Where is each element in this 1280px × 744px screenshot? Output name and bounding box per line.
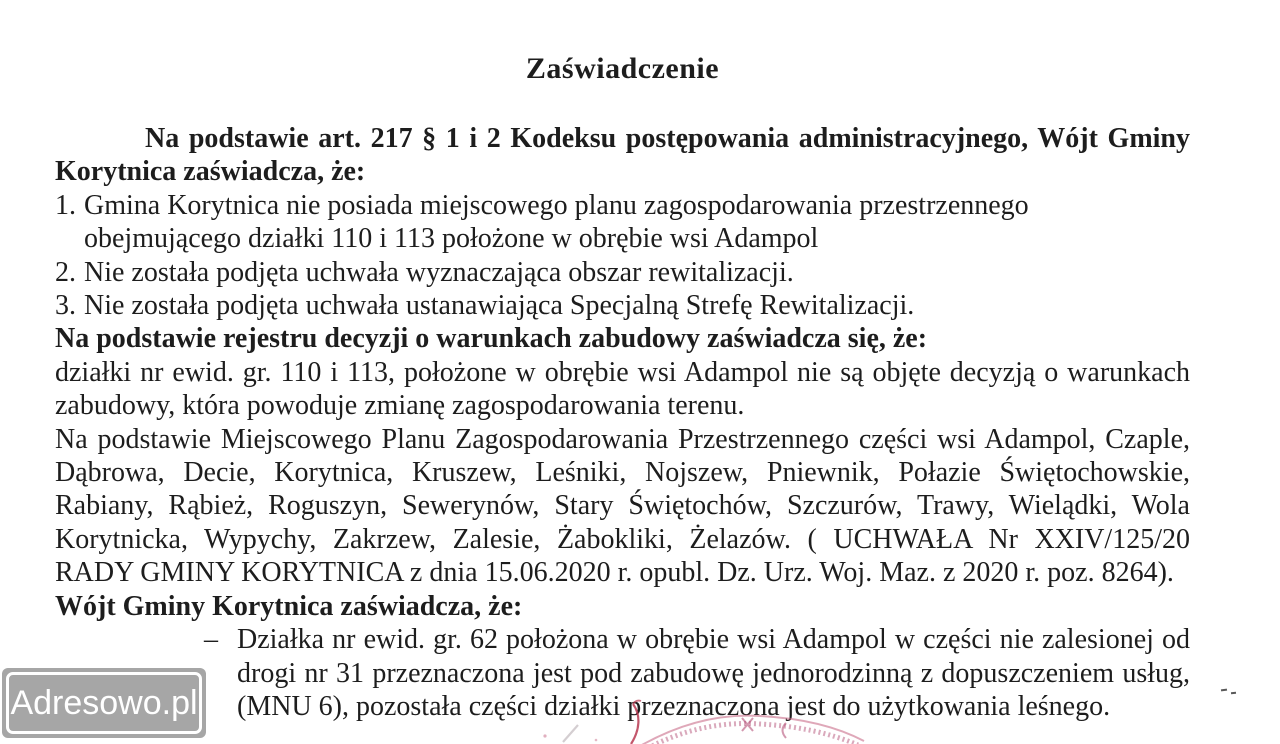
item-text: Nie została podjęta uchwała wyznaczająca obszar rewitalizacji. — [84, 256, 794, 288]
adresowo-watermark — [2, 668, 206, 738]
item-number: 1. — [55, 189, 76, 221]
item-text: Gmina Korytnica nie posiada miejscowego planu zagospodarowania przestrzennego obejmującego działki 110 i 113 położone w obrębie wsi Adampol — [84, 189, 1029, 255]
registry-body-paragraph: działki nr ewid. gr. 110 i 113, położone w obrębie wsi Adampol nie są objęte decyzją o warunkach zabudowy, która powoduje zmianę zagospodarowania terenu. — [55, 356, 1190, 422]
adresowo-watermark-label: Adresowo.pl — [6, 672, 202, 734]
numbered-item-3 — [55, 289, 1190, 322]
round-stamp-fragment-icon — [430, 698, 870, 744]
numbered-item-1 — [55, 189, 1190, 256]
wojt-heading: Wójt Gminy Korytnica zaświadcza, że: — [55, 590, 523, 622]
item-text: Nie została podjęta uchwała ustanawiająca Specjalną Strefę Rewitalizacji. — [84, 290, 915, 322]
numbered-item-2 — [55, 256, 1190, 289]
intro-paragraph: Na podstawie art. 217 § 1 i 2 Kodeksu postępowania administracyjnego, Wójt Gminy Korytnica zaświadcza, że: — [55, 123, 1190, 188]
dash-marker: – — [204, 624, 218, 656]
document-title: Zaświadczenie — [525, 52, 720, 85]
registry-heading: Na podstawie rejestru decyzji o warunkach zabudowy zaświadcza się, że: — [55, 323, 928, 355]
item-number: 3. — [55, 290, 76, 322]
plan-paragraph: Na podstawie Miejscowego Planu Zagospodarowania Przestrzennego części wsi Adampol, Czaple, Dąbrowa, Decie, Korytnica, Kruszew, Leśniki, Nojszew, Pniewnik, Połazie Świętochowskie, Rabiany, Rąbież, Roguszyn, Sewerynów, Stary Świętochów, Szczurów, Trawy, Wielądki, Wola Korytnicka, Wypychy, Zakrzew, Zalesie, Żabokliki, Żelazów. ( UCHWAŁA Nr XXIV/125/20 RADY GMINY KORYTNICA z dnia 15.06.2020 r. opubl. Dz. Urz. Woj. Maz. z 2020 r. poz. 8264). — [55, 423, 1190, 589]
item-number: 2. — [55, 256, 76, 288]
scan-artifact — [1231, 692, 1236, 694]
dash-item-text: Działka nr ewid. gr. 62 położona w obrębie wsi Adampol w części nie zalesionej od drogi nr 31 przeznaczona jest pod zabudowę jednorodzinną z dopuszczeniem usług, (MNU 6), pozostała części działki przeznaczona jest do użytkowania leśnego. — [237, 624, 1190, 722]
